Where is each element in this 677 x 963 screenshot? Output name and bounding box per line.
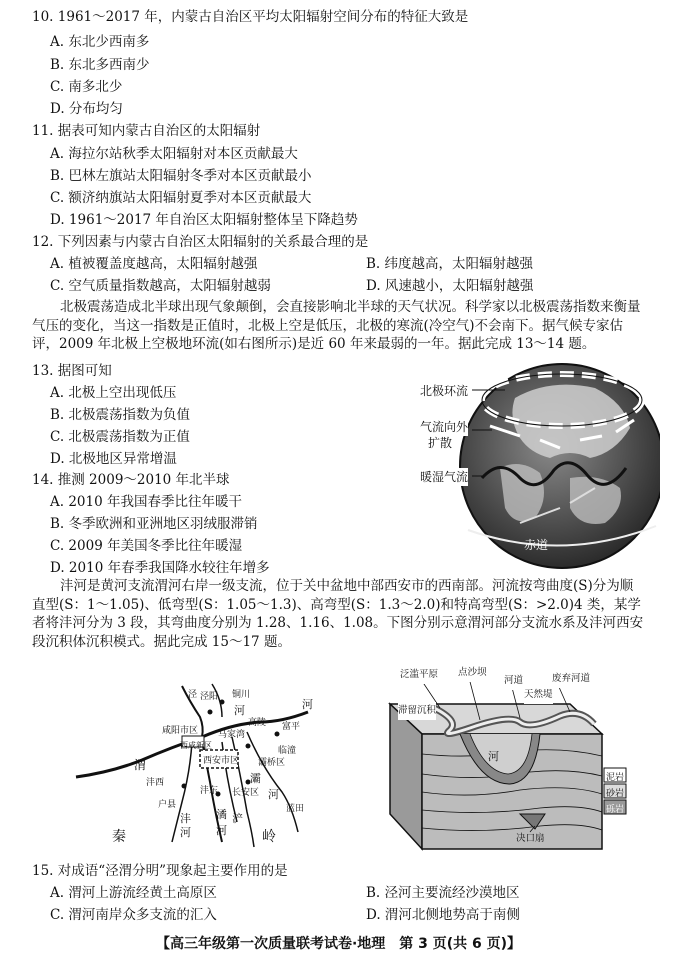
map-label-lintong: 临潼: [278, 746, 297, 756]
q12-option-b[interactable]: B. 纬度越高，太阳辐射越强: [366, 256, 534, 272]
block-label-floodplain: 泛滥平原: [400, 666, 438, 684]
q15-option-a[interactable]: A. 渭河上游流经黄土高原区: [50, 885, 217, 901]
block-label-lag-deposit: 滞留沉积: [398, 702, 436, 720]
block-label-abandoned-channel: 废弃河道: [552, 670, 590, 688]
map-label-tongchuan: 铜川: [232, 690, 251, 700]
legend-sandstone: 砂岩: [606, 789, 625, 799]
wei-river-tributaries-map: [72, 682, 316, 850]
q13-stem: 13. 据图可知: [32, 363, 112, 379]
label-warm-moist-flow: 暖湿气流: [420, 470, 469, 484]
q11-option-c[interactable]: C. 额济纳旗站太阳辐射夏季对本区贡献最大: [50, 190, 312, 206]
q13-option-a[interactable]: A. 北极上空出现低压: [50, 385, 177, 401]
map-label-changan: 长安区: [232, 788, 260, 798]
label-equator: 赤道: [524, 538, 549, 552]
q13-option-d[interactable]: D. 北极地区异常增温: [50, 451, 177, 467]
map-label-he-4: 河: [216, 824, 227, 837]
q10-option-d[interactable]: D. 分布均匀: [50, 101, 123, 117]
q15-stem: 15. 对成语“泾渭分明”现象起主要作用的是: [32, 863, 288, 879]
q12-option-c[interactable]: C. 空气质量指数越高，太阳辐射越弱: [50, 278, 271, 294]
map-label-fuping: 富平: [282, 722, 301, 732]
map-label-huxian: 户县: [158, 800, 177, 810]
map-label-chan: 浐: [232, 812, 243, 825]
map-label-jue: 潏: [216, 808, 227, 821]
map-label-qin: 秦: [112, 829, 126, 845]
map-label-baqiao: 灞桥区: [258, 758, 286, 768]
block-diagram-illustration: [370, 664, 628, 852]
map-label-he-1: 河: [234, 704, 245, 717]
block-label-channel: 河道: [504, 672, 523, 690]
passage-arctic-oscillation: 北极震荡造成北半球出现气象颠倒，会直接影响北半球的天气状况。科学家以北极震荡指数来衡量气压的变化，当这一指数是正值时，北极上空是低压，北极的寒流(冷空气)不会南下。据气候专家估评，2009 年北极上空极地环流(如右图所示)是近 60 年来最弱的一年。据此完成 13～14 题。: [32, 299, 641, 352]
q14-option-c[interactable]: C. 2009 年美国冬季比往年暖湿: [50, 538, 243, 554]
q15-option-c[interactable]: C. 渭河南岸众多支流的汇入: [50, 907, 217, 923]
label-polar-vortex: 北极环流: [420, 384, 469, 398]
map-label-ling: 岭: [262, 829, 276, 845]
legend-conglomerate: 砾岩: [606, 805, 625, 815]
block-label-river: 河: [488, 750, 499, 763]
q14-option-b[interactable]: B. 冬季欧洲和亚洲地区羽绒服滞销: [50, 516, 258, 532]
map-label-majiawan: 马家湾: [218, 730, 246, 740]
q10-option-a[interactable]: A. 东北少西南多: [50, 34, 150, 50]
q10-option-b[interactable]: B. 东北多西南少: [50, 57, 150, 73]
block-label-natural-levee: 天然堤: [524, 686, 553, 704]
passage-feng-river: 沣河是黄河支流渭河右岸一级支流，位于关中盆地中部西安市的西南部。河流按弯曲度(S)分为顺直型(S：1～1.05)、低弯型(S：1.05～1.3)、高弯型(S：1.3～2.0)和特高弯型(S：>2.0)4 类，某学者将沣河分为 3 段，其弯曲度分别为 1.28、1.16、1.08。下图分别示意渭河部分支流水系及沣河西安段沉积体沉积模式。据此完成 15～17 题。: [32, 578, 644, 650]
q14-stem: 14. 推测 2009～2010 年北半球: [32, 472, 230, 488]
map-label-he-5: 河: [268, 788, 279, 801]
map-label-jing: 泾: [188, 690, 198, 700]
q13-option-b[interactable]: B. 北极震荡指数为负值: [50, 407, 191, 423]
legend-mudstone: 泥岩: [606, 773, 625, 783]
map-label-fengdong: 沣东: [200, 786, 219, 796]
q10-option-c[interactable]: C. 南多北少: [50, 79, 123, 95]
map-label-jingyang: 泾阳: [200, 692, 219, 702]
q12-option-d[interactable]: D. 风速越小，太阳辐射越强: [366, 278, 534, 294]
map-label-xixian: 西咸新区: [180, 741, 212, 750]
map-label-he-2: 河: [302, 698, 313, 711]
map-label-xianyang: 咸阳市区: [162, 726, 199, 736]
map-label-he-3: 河: [180, 826, 191, 839]
map-label-fengxi: 沣西: [146, 778, 165, 788]
q12-stem: 12. 下列因素与内蒙古自治区太阳辐射的关系最合理的是: [32, 234, 369, 250]
page-footer: 【高三年级第一次质量联考试卷·地理 第 3 页(共 6 页)】: [155, 936, 522, 952]
block-label-crevasse-splay: 决口扇: [516, 833, 545, 844]
label-outward-flow-1: 气流向外: [420, 420, 469, 434]
map-label-ba: 灞: [250, 772, 261, 785]
map-label-lantian: 蓝田: [286, 804, 305, 814]
q11-option-d[interactable]: D. 1961～2017 年自治区太阳辐射整体呈下降趋势: [50, 212, 358, 228]
map-label-wei: 渭: [134, 758, 147, 772]
q15-option-d[interactable]: D. 渭河北侧地势高于南侧: [366, 907, 520, 923]
q11-option-a[interactable]: A. 海拉尔站秋季太阳辐射对本区贡献最大: [50, 146, 298, 162]
q13-option-c[interactable]: C. 北极震荡指数为正值: [50, 429, 190, 445]
q11-option-b[interactable]: B. 巴林左旗站太阳辐射冬季对本区贡献最小: [50, 168, 312, 184]
map-label-feng: 沣: [180, 812, 191, 825]
label-outward-flow-2: 扩散: [428, 436, 453, 450]
q12-option-a[interactable]: A. 植被覆盖度越高，太阳辐射越强: [50, 256, 258, 272]
map-label-gaoling: 高陵: [248, 718, 267, 728]
q10-stem: 10. 1961～2017 年，内蒙古自治区平均太阳辐射空间分布的特征大致是: [32, 9, 469, 25]
q15-option-b[interactable]: B. 泾河主要流经沙漠地区: [366, 885, 520, 901]
arctic-vortex-globe-figure: [420, 358, 660, 573]
sedimentary-block-diagram: [370, 664, 628, 852]
map-label-xian-city: 西安市区: [203, 756, 240, 766]
q11-stem: 11. 据表可知内蒙古自治区的太阳辐射: [32, 123, 261, 139]
q14-option-d[interactable]: D. 2010 年春季我国降水较往年增多: [50, 560, 270, 576]
q14-option-a[interactable]: A. 2010 年我国春季比往年暖干: [50, 494, 242, 510]
block-label-point-bar: 点沙坝: [458, 664, 487, 682]
